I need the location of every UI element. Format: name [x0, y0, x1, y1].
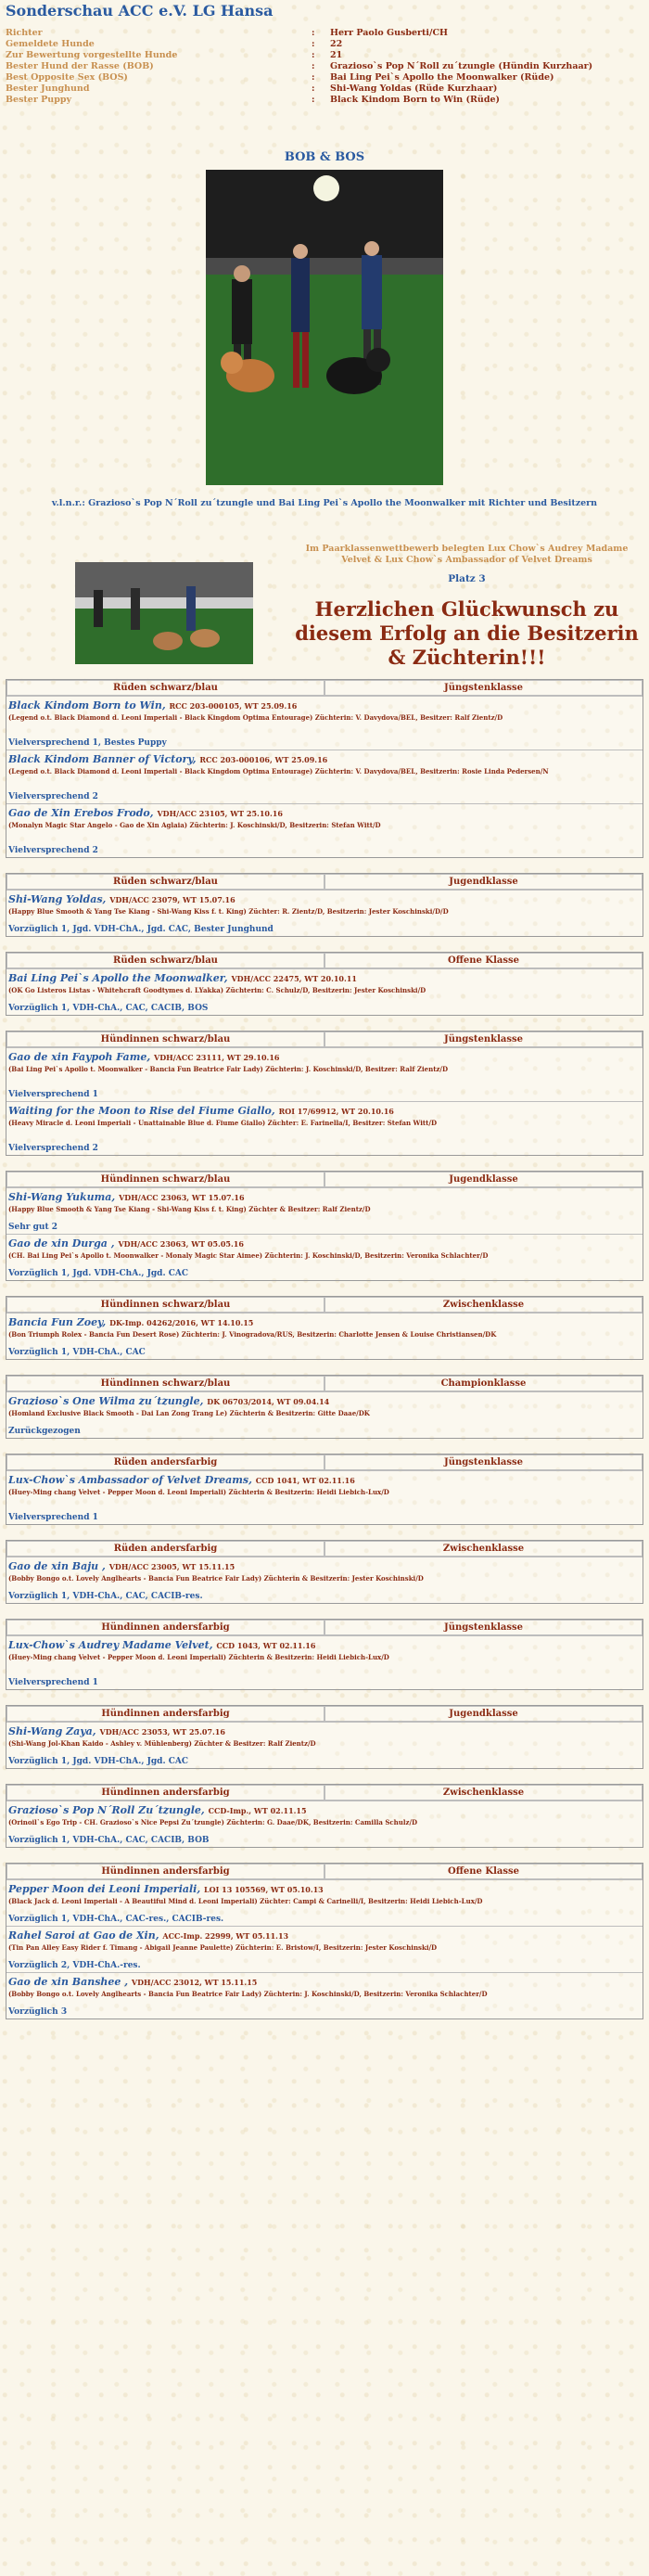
dog-pedigree: (Bai Ling Pei`s Apollo t. Moonwalker - Bancia Fun Beatrice Fair Lady) Züchterin: J. Koschinski/D, Besitzer: Ralf Zientz/D	[8, 1065, 449, 1073]
dog-line	[8, 1316, 641, 1328]
class-name: Jüngstenklasse	[324, 1455, 643, 1470]
dog-pedigree: (Monalyn Magic Star Angelo - Gao de Xin Aglaia) Züchterin: J. Koschinski/D, Besitzerin: Stefan Witt/D	[8, 821, 381, 829]
info-separator: :	[312, 28, 315, 38]
class-table	[6, 952, 643, 1016]
class-table	[6, 679, 643, 858]
class-header	[6, 953, 643, 968]
info-value: Herr Paolo Gusberti/CH	[330, 28, 449, 38]
info-separator: :	[312, 83, 315, 94]
dog-name: Shi-Wang Zaya,	[8, 1725, 96, 1737]
dog-registration: VDH/ACC 23053, WT 25.07.16	[99, 1727, 225, 1737]
pair-class-photo-illustration	[75, 562, 253, 664]
info-label: Bester Hund der Rasse (BOB)	[6, 61, 154, 71]
class-group: Rüden andersfarbig	[6, 1541, 324, 1557]
class-name: Zwischenklasse	[324, 1785, 643, 1801]
show-info	[6, 28, 643, 106]
class-table	[6, 1296, 643, 1360]
class-header	[6, 1785, 643, 1801]
dog-line	[8, 893, 641, 905]
dog-name: Gao de xin Faypoh Fame,	[8, 1051, 151, 1063]
dog-name: Rahel Saroi at Gao de Xin,	[8, 1929, 159, 1942]
class-group: Hündinnen andersfarbig	[6, 1864, 324, 1879]
class-group: Hündinnen schwarz/blau	[6, 1376, 324, 1391]
class-table	[6, 1454, 643, 1525]
dog-entry	[6, 803, 643, 857]
dog-result: Vielversprechend 1, Bestes Puppy	[8, 738, 167, 748]
class-header	[6, 1172, 643, 1187]
class-header	[6, 680, 643, 696]
dog-pedigree: (Bobby Bongo o.t. Lovely Anglhearts - Bancia Fun Beatrice Fair Lady) Züchterin & Besitzerin: Jester Koschinski/D	[8, 1574, 424, 1583]
dog-line	[8, 1237, 641, 1250]
dog-registration: LOI 13 105569, WT 05.10.13	[204, 1885, 324, 1894]
photo-caption: v.l.n.r.: Grazioso`s Pop N´Roll zu´tzungle und Bai Ling Pei`s Apollo the Moonwalker mit Richter und Besitzern	[51, 498, 598, 508]
class-group: Hündinnen andersfarbig	[6, 1785, 324, 1801]
dog-result: Vorzüglich 1, Jgd. VDH-ChA., Jgd. CAC	[8, 1757, 189, 1766]
dog-result: Zurückgezogen	[8, 1427, 81, 1436]
class-name: Offene Klasse	[324, 1864, 643, 1879]
dog-entry	[6, 750, 643, 803]
dog-pedigree: (Huey-Ming chang Velvet - Pepper Moon d. Leoni Imperiali) Züchterin & Besitzerin: Heidi Liebich-Lux/D	[8, 1653, 389, 1661]
info-row	[6, 61, 643, 72]
class-name: Zwischenklasse	[324, 1297, 643, 1313]
class-header	[6, 1297, 643, 1313]
class-name: Jüngstenklasse	[324, 680, 643, 696]
class-name: Jugendklasse	[324, 1172, 643, 1187]
dog-result: Vielversprechend 1	[8, 1513, 98, 1522]
dog-result: Vielversprechend 1	[8, 1090, 98, 1099]
class-header	[6, 874, 643, 890]
dog-registration: VDH/ACC 23079, WT 15.07.16	[109, 895, 235, 904]
dog-line	[8, 1560, 641, 1572]
class-table	[6, 1619, 643, 1690]
page-title: Sonderschau ACC e.V. LG Hansa	[6, 2, 274, 19]
info-value: Shi-Wang Yoldas (Rüde Kurzhaar)	[330, 83, 498, 94]
dog-line	[8, 753, 641, 765]
pair-class-photo	[75, 562, 253, 664]
dog-line	[8, 1639, 641, 1651]
dog-line	[8, 1929, 641, 1942]
dog-name: Lux-Chow`s Ambassador of Velvet Dreams,	[8, 1474, 252, 1486]
info-value: 21	[330, 50, 343, 60]
dog-result: Vielversprechend 1	[8, 1678, 98, 1687]
class-group: Rüden schwarz/blau	[6, 953, 324, 968]
dog-entry	[6, 1187, 643, 1234]
class-group: Rüden schwarz/blau	[6, 874, 324, 890]
info-value: Bai Ling Pei`s Apollo the Moonwalker (Rüde)	[330, 72, 554, 83]
class-header	[6, 1376, 643, 1391]
dog-entry	[6, 1635, 643, 1689]
class-group: Hündinnen andersfarbig	[6, 1620, 324, 1635]
dog-result: Vielversprechend 2	[8, 792, 98, 801]
dog-entry	[6, 1234, 643, 1280]
dog-entry	[6, 1313, 643, 1359]
dog-registration: VDH/ACC 23063, WT 05.05.16	[118, 1239, 244, 1249]
dog-name: Grazioso`s One Wilma zu´tzungle,	[8, 1395, 204, 1407]
dog-registration: VDH/ACC 23012, WT 15.11.15	[131, 1978, 258, 1987]
dog-entry	[6, 968, 643, 1015]
dog-result: Vielversprechend 2	[8, 846, 98, 855]
dog-line	[8, 699, 641, 711]
dog-line	[8, 972, 641, 984]
info-label: Zur Bewertung vorgestellte Hunde	[6, 50, 178, 60]
dog-registration: VDH/ACC 23105, WT 25.10.16	[157, 809, 283, 818]
class-header	[6, 1706, 643, 1722]
info-row	[6, 83, 643, 95]
dog-result: Vorzüglich 1, Jgd. VDH-ChA., Jgd. CAC, Bester Junghund	[8, 925, 274, 934]
class-table	[6, 1705, 643, 1769]
info-label: Richter	[6, 28, 43, 38]
info-separator: :	[312, 72, 315, 83]
dog-entry	[6, 1557, 643, 1603]
dog-entry	[6, 1722, 643, 1768]
class-header	[6, 1864, 643, 1879]
info-row	[6, 72, 643, 83]
dog-registration: CCD 1041, WT 02.11.16	[255, 1476, 355, 1485]
dog-pedigree: (Happy Blue Smooth & Yang Tse Kiang - Shi-Wang Kiss f. t. King) Züchter: R. Zientz/D, Besitzerin: Jester Koschinski/D/D	[8, 907, 449, 916]
dog-pedigree: (Bobby Bongo o.t. Lovely Anglhearts - Bancia Fun Beatrice Fair Lady) Züchterin: J. Koschinski/D, Besitzerin: Veronika Schlachter/D	[8, 1990, 488, 1998]
dog-pedigree: (Happy Blue Smooth & Yang Tse Kiang - Shi-Wang Kiss f. t. King) Züchter & Besitzer: Ralf Zientz/D	[8, 1205, 371, 1213]
dog-line	[8, 1804, 641, 1816]
info-separator: :	[312, 95, 315, 105]
dog-pedigree: (Legend o.t. Black Diamond d. Leoni Imperiali - Black Kingdom Optima Entourage) Züchterin: V. Davydova/BEL, Besitzerin: Rosie Linda Pedersen/N	[8, 767, 549, 775]
dog-line	[8, 1474, 641, 1486]
dog-entry	[6, 1972, 643, 2019]
info-row	[6, 28, 643, 39]
dog-line	[8, 1976, 641, 1988]
info-separator: :	[312, 39, 315, 49]
dog-pedigree: (OK Go Listeros Listas - Whitehcraft Goodtymes d. LYakka) Züchterin: C. Schulz/D, Besitzerin: Jester Koschinski/D	[8, 986, 426, 994]
info-row	[6, 95, 643, 106]
class-group: Hündinnen schwarz/blau	[6, 1172, 324, 1187]
dog-registration: CCD-Imp., WT 02.11.15	[208, 1806, 307, 1815]
dog-registration: VDH/ACC 22475, WT 20.10.11	[231, 974, 357, 983]
class-table	[6, 1375, 643, 1439]
dog-name: Waiting for the Moon to Rise del Fiume Giallo,	[8, 1105, 275, 1117]
dog-name: Bancia Fun Zoey,	[8, 1316, 107, 1328]
dog-line	[8, 1883, 641, 1895]
info-separator: :	[312, 50, 315, 60]
dog-name: Bai Ling Pei`s Apollo the Moonwalker,	[8, 972, 228, 984]
dog-pedigree: (CH. Bai Ling Pei`s Apollo t. Moonwalker - Monaly Magic Star Aimee) Züchterin: J. Koschinski/D, Besitzerin: Veronika Schlachter/D	[8, 1251, 489, 1260]
dog-result: Vorzüglich 1, Jgd. VDH-ChA., Jgd. CAC	[8, 1269, 189, 1278]
class-name: Jüngstenklasse	[324, 1620, 643, 1635]
dog-name: Black Kindom Born to Win,	[8, 699, 166, 711]
dog-entry	[6, 890, 643, 936]
dog-line	[8, 1395, 641, 1407]
class-table	[6, 1171, 643, 1281]
dog-result: Vorzüglich 1, VDH-ChA., CAC	[8, 1348, 146, 1357]
dog-entry	[6, 1391, 643, 1438]
dog-entry	[6, 696, 643, 750]
dog-name: Black Kindom Banner of Victory,	[8, 753, 197, 765]
class-group: Rüden andersfarbig	[6, 1455, 324, 1470]
dog-result: Vorzüglich 2, VDH-ChA.-res.	[8, 1961, 141, 1970]
dog-entry	[6, 1047, 643, 1101]
dog-pedigree: (Shi-Wang Jol-Khan Kaido - Ashley v. Mühlenberg) Züchter & Besitzer: Ralf Zientz/D	[8, 1739, 316, 1748]
dog-line	[8, 1105, 641, 1117]
dog-result: Vorzüglich 1, VDH-ChA., CAC, CACIB, BOS	[8, 1004, 209, 1013]
info-separator: :	[312, 61, 315, 71]
dog-name: Gao de xin Banshee ,	[8, 1976, 129, 1988]
class-group: Hündinnen schwarz/blau	[6, 1032, 324, 1047]
dog-result: Vorzüglich 1, VDH-ChA., CAC-res., CACIB-res.	[8, 1915, 224, 1924]
dog-name: Lux-Chow`s Audrey Madame Velvet,	[8, 1639, 213, 1651]
dog-name: Gao de xin Durga ,	[8, 1237, 115, 1250]
class-table	[6, 873, 643, 937]
class-table	[6, 1784, 643, 1848]
class-header	[6, 1541, 643, 1557]
pair-class-placement: Platz 3	[448, 573, 486, 584]
info-row	[6, 50, 643, 61]
dog-registration: ROI 17/69912, WT 20.10.16	[278, 1107, 394, 1116]
class-group: Hündinnen schwarz/blau	[6, 1297, 324, 1313]
results-list	[6, 679, 643, 2019]
info-label: Best Opposite Sex (BOS)	[6, 72, 128, 83]
dog-registration: DK 06703/2014, WT 09.04.14	[207, 1397, 330, 1406]
dog-pedigree: (Legend o.t. Black Diamond d. Leoni Imperiali - Black Kingdom Optima Entourage) Züchterin: V. Davydova/BEL, Besitzer: Ralf Zientz/D	[8, 713, 503, 722]
dog-entry	[6, 1879, 643, 1926]
class-name: Offene Klasse	[324, 953, 643, 968]
dog-pedigree: (Huey-Ming chang Velvet - Pepper Moon d. Leoni Imperiali) Züchterin & Besitzerin: Heidi Liebich-Lux/D	[8, 1488, 389, 1496]
dog-registration: DK-Imp. 04262/2016, WT 14.10.15	[109, 1318, 254, 1327]
dog-registration: ACC-Imp. 22999, WT 05.11.13	[162, 1931, 289, 1941]
congrats-headline: Herzlichen Glückwunsch zu diesem Erfolg an die Besitzerin & Züchterin!!!	[295, 597, 639, 669]
bob-bos-photo	[206, 170, 443, 485]
dog-pedigree: (Heavy Miracle d. Leoni Imperiali - Unattainable Blue d. Fiume Giallo) Züchter: E. Farinella/I, Besitzer: Stefan Witt/D	[8, 1119, 438, 1127]
dog-pedigree: (Black Jack d. Leoni Imperiali - A Beautiful Mind d. Leoni Imperiali) Züchter: Campi & Carinelli/I, Besitzerin: Heidi Liebich-Lux/D	[8, 1897, 483, 1905]
dog-name: Grazioso`s Pop N´Roll Zu´tzungle,	[8, 1804, 205, 1816]
dog-registration: RCC 203-000105, WT 25.09.16	[169, 701, 298, 711]
dog-name: Shi-Wang Yoldas,	[8, 893, 107, 905]
info-value: Black Kindom Born to Win (Rüde)	[330, 95, 501, 105]
bob-bos-photo-illustration	[206, 170, 443, 485]
class-header	[6, 1620, 643, 1635]
dog-name: Gao de Xin Erebos Frodo,	[8, 807, 154, 819]
class-name: Jugendklasse	[324, 1706, 643, 1722]
dog-entry	[6, 1801, 643, 1847]
dog-line	[8, 1191, 641, 1203]
dog-pedigree: (Bon Triumph Rolex - Bancia Fun Desert Rose) Züchterin: J. Vinogradova/RUS, Besitzerin: Charlotte Jensen & Louise Christiansen/DK	[8, 1330, 497, 1339]
info-row	[6, 39, 643, 50]
class-table	[6, 1863, 643, 2019]
dog-pedigree: (Tin Pan Alley Easy Rider f. Timang - Abigail Jeanne Paulette) Züchterin: E. Bristow/I, Besitzerin: Jester Koschinski/D	[8, 1943, 438, 1952]
class-header	[6, 1455, 643, 1470]
class-header	[6, 1032, 643, 1047]
info-label: Bester Junghund	[6, 83, 90, 94]
info-label: Bester Puppy	[6, 95, 72, 105]
dog-registration: VDH/ACC 23111, WT 29.10.16	[154, 1053, 280, 1062]
info-value: 22	[330, 39, 343, 49]
dog-registration: VDH/ACC 23063, WT 15.07.16	[119, 1193, 245, 1202]
dog-name: Pepper Moon dei Leoni Imperiali,	[8, 1883, 201, 1895]
dog-registration: CCD 1043, WT 02.11.16	[216, 1641, 316, 1650]
class-name: Zwischenklasse	[324, 1541, 643, 1557]
dog-pedigree: (Homland Exclusive Black Smooth - Dai Lan Zong Trang Le) Züchterin & Besitzerin: Gitte Daae/DK	[8, 1409, 370, 1417]
class-table	[6, 1031, 643, 1156]
dog-line	[8, 1051, 641, 1063]
dog-name: Shi-Wang Yukuma,	[8, 1191, 116, 1203]
class-group: Rüden schwarz/blau	[6, 680, 324, 696]
dog-name: Gao de xin Baju ,	[8, 1560, 106, 1572]
class-table	[6, 1540, 643, 1604]
dog-result: Vorzüglich 1, VDH-ChA., CAC, CACIB, BOB	[8, 1836, 210, 1845]
dog-registration: RCC 203-000106, WT 25.09.16	[199, 755, 328, 764]
dog-result: Vorzüglich 3	[8, 2007, 68, 2017]
dog-entry	[6, 1926, 643, 1972]
class-group: Hündinnen andersfarbig	[6, 1706, 324, 1722]
dog-entry	[6, 1470, 643, 1524]
dog-entry	[6, 1101, 643, 1155]
bob-bos-title: BOB & BOS	[284, 150, 365, 164]
dog-line	[8, 1725, 641, 1737]
congrats-text	[253, 544, 643, 669]
dog-result: Sehr gut 2	[8, 1223, 58, 1232]
pair-class-note: Im Paarklassenwettbewerb belegten Lux Chow`s Audrey Madame Velvet & Lux Chow`s Ambassador of Velvet Dreams	[305, 544, 629, 565]
dog-pedigree: (Orinoil`s Ego Trip - CH. Grazioso`s Nice Pepsi Zu´tzungle) Züchterin: G. Daae/DK, Besitzerin: Camilla Schulz/D	[8, 1818, 418, 1826]
dog-registration: VDH/ACC 23005, WT 15.11.15	[108, 1562, 235, 1571]
congrats-section	[6, 544, 643, 669]
class-name: Championklasse	[324, 1376, 643, 1391]
info-label: Gemeldete Hunde	[6, 39, 95, 49]
dog-result: Vielversprechend 2	[8, 1144, 98, 1153]
dog-line	[8, 807, 641, 819]
dog-result: Vorzüglich 1, VDH-ChA., CAC, CACIB-res.	[8, 1592, 203, 1601]
class-name: Jüngstenklasse	[324, 1032, 643, 1047]
class-name: Jugendklasse	[324, 874, 643, 890]
info-value: Grazioso`s Pop N´Roll zu´tzungle (Hündin Kurzhaar)	[330, 61, 593, 71]
